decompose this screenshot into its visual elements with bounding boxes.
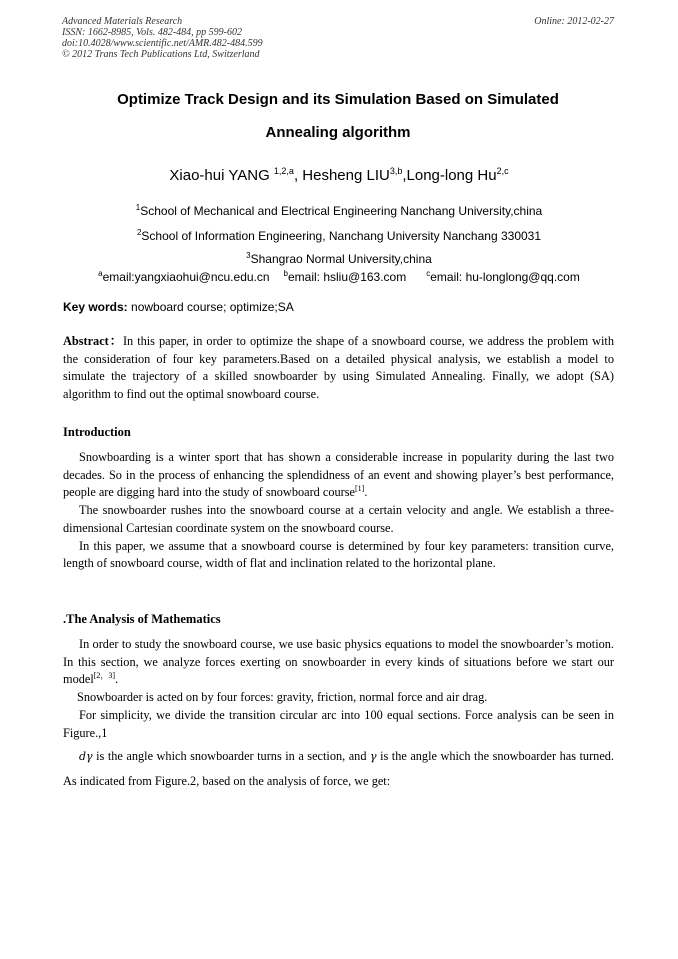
journal-name: Advanced Materials Research [62,16,183,27]
affiliation-1-marker: 1 [135,203,141,212]
author-2-affiliation: 3,b [389,166,403,176]
analysis-paragraph-4 [63,744,614,793]
analysis-p4-mid: is the angle which snowboarder turns in a section, and [92,749,370,764]
issn-line: ISSN: 1662-8985, Vols. 482-484, pp 599-602 [62,27,242,38]
intro-p1-text: Snowboarding is a winter sport that has shown a considerable increase in popularity during the last two decades. So in the process of enhancing the splendidness of an event and showing player’s best performance, people are digging hard into the study of snowboard course [63,450,614,500]
affiliation-1-text: School of Mechanical and Electrical Engineering Nanchang University,china [140,204,543,218]
email-c[interactable]: email: hu-longlong@qq.com [430,270,580,284]
author-3-affiliation: 2,c [496,166,509,176]
email-b-marker: b [283,269,288,278]
email-line [40,270,638,284]
author-1: Xiao-hui YANG [169,167,274,184]
email-a-marker: a [98,269,103,278]
email-a[interactable]: email:yangxiaohui@ncu.edu.cn [102,270,270,284]
analysis-heading: .The Analysis of Mathematics [63,612,221,626]
intro-p1-end: . [364,485,368,500]
affiliation-3-marker: 3 [246,251,251,260]
author-2: , Hesheng LIU [293,167,390,184]
affiliation-1 [40,204,638,218]
analysis-paragraph-3: For simplicity, we divide the transition circular arc into 100 equal sections. Force analysis can be seen in Figure.,1 [63,707,614,740]
affiliation-2-text: School of Information Engineering, Nanchang University Nanchang 330031 [141,229,542,243]
email-b[interactable]: email: hsliu@163.com [288,270,407,284]
introduction-heading: Introduction [63,425,131,439]
citation-1: [1] [354,484,365,494]
intro-paragraph-3: In this paper, we assume that a snowboard course is determined by four key parameters: transition curve, length of snowboard course, width of flat and inclination related to the horizontal plane. [63,538,614,571]
analysis-paragraph-1 [63,636,614,689]
analysis-p1-text: In order to study the snowboard course, we use basic physics equations to model the snowboarder’s motion. In this section, we analyze forces exerting on snowboarder in every kinds of situations before we start our model [63,637,614,687]
author-list [40,167,638,184]
author-3: ,Long-long Hu [402,167,497,184]
abstract-label: Abstract： [63,334,123,348]
d-gamma-symbol: dγ [79,750,93,764]
affiliation-3-text: Shangrao Normal University,china [250,252,432,266]
introduction-body [63,449,614,573]
keywords [63,300,614,314]
affiliation-3 [40,252,638,266]
gamma-symbol: γ [369,750,377,764]
online-date: Online: 2012-02-27 [534,16,614,27]
doi-line: doi:10.4028/www.scientific.net/AMR.482-484.599 [62,38,263,49]
journal-header [62,16,263,60]
paper-title-line-2: Annealing algorithm [265,124,411,141]
analysis-p1-end: . [115,672,119,687]
email-c-marker: c [426,269,431,278]
analysis-body [63,636,614,793]
affiliation-2 [40,229,638,243]
author-1-affiliation: 1,2,a [273,166,294,176]
abstract [63,333,614,404]
affiliation-2-marker: 2 [136,228,142,237]
copyright-line: © 2012 Trans Tech Publications Ltd, Switzerland [62,49,260,60]
analysis-paragraph-2: Snowboarder is acted on by four forces: gravity, friction, normal force and air drag. [77,690,488,705]
intro-paragraph-1 [63,449,614,502]
intro-paragraph-2: The snowboarder rushes into the snowboard course at a certain velocity and angle. We establish a three-dimensional Cartesian coordinate system on the snowboard course. [63,503,614,535]
abstract-text: In this paper, in order to optimize the shape of a snowboard course, we address the problem with the consideration of four key parameters.Based on a detailed physical analysis, we establish a model to simulate the trajectory of a skilled snowboarder by using Simulated Annealing. Finally, we adopt (SA) algorithm to find out the optimal snowboard course. [63,334,615,402]
analysis-p4-end: is the angle which the snowboarder has turned. As indicated from Figure.2, based on the analysis of force, we get: [63,749,614,789]
citation-2-3: [2，3] [93,671,116,681]
keywords-text: nowboard course; optimize;SA [127,300,294,314]
keywords-label: Key words: [63,300,128,314]
paper-title-line-1: Optimize Track Design and its Simulation Based on Simulated [117,91,559,108]
